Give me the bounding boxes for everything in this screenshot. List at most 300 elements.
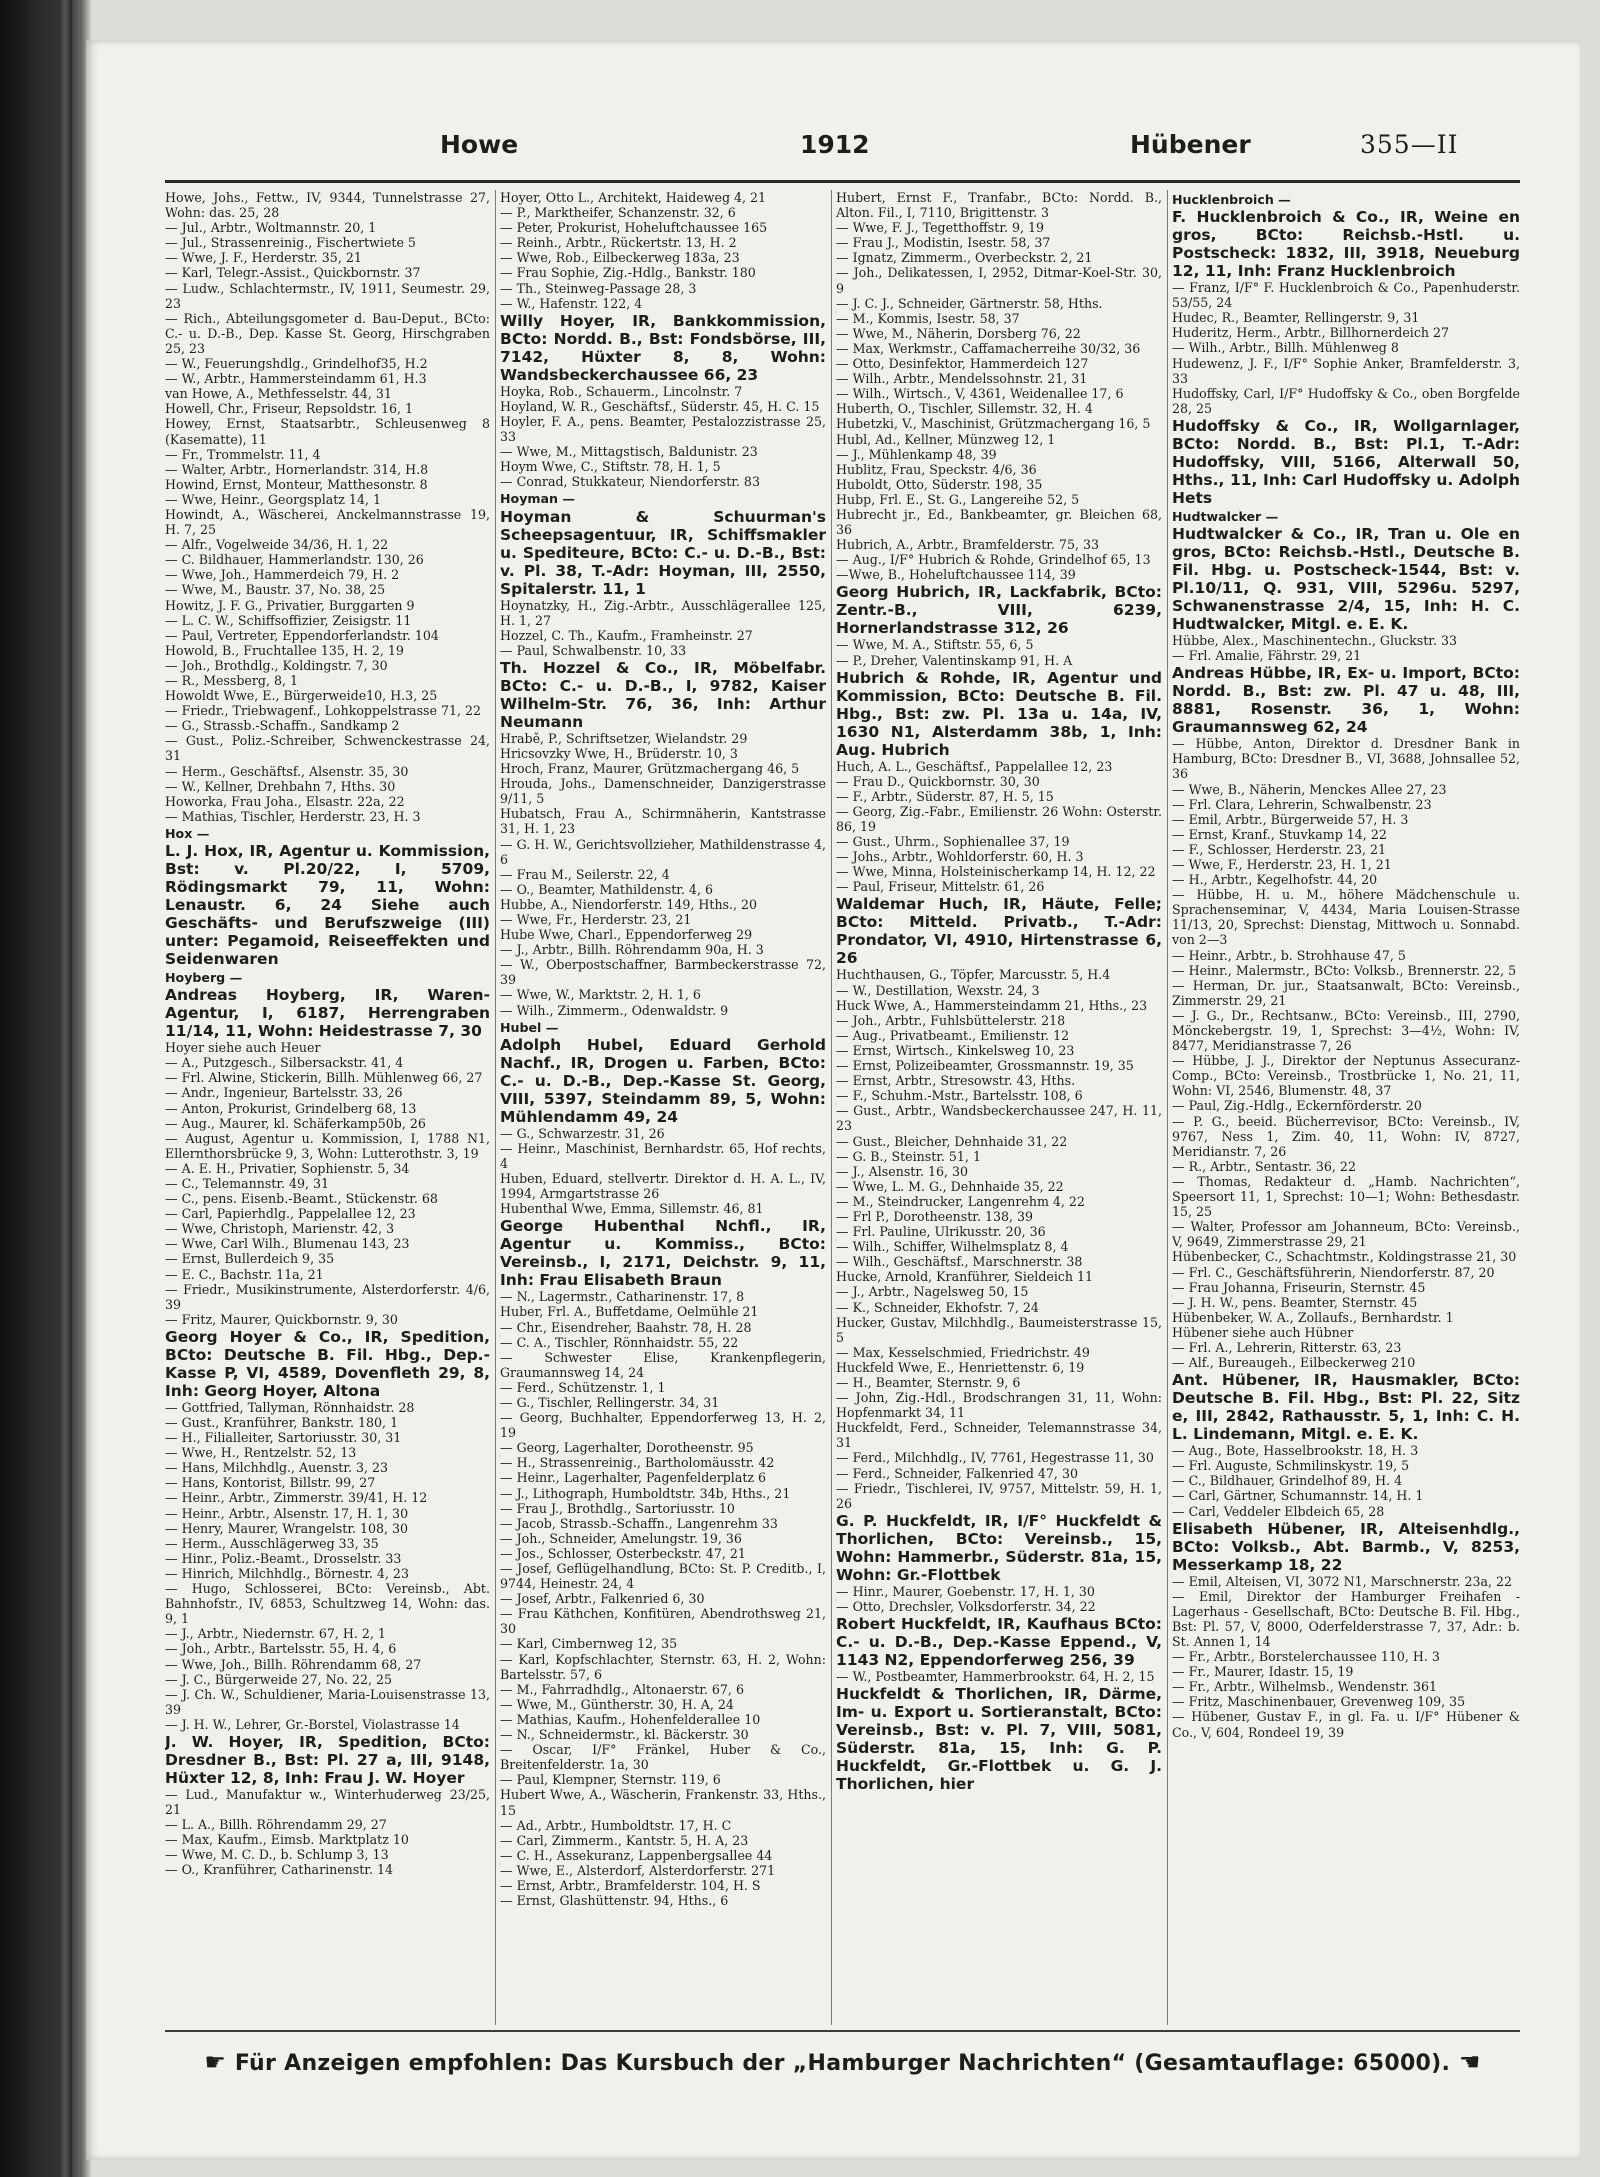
directory-entry: — Carl, Papierhdlg., Pappelallee 12, 23 xyxy=(165,1206,416,1222)
directory-entry: — G., Tischler, Rellingerstr. 34, 31 xyxy=(500,1394,720,1410)
directory-entry: Hubatsch, Frau A., Schirmnäherin, Kantstrasse 31, H. 1, 23 xyxy=(500,806,826,837)
directory-entry: — W., Postbeamter, Hammerbrookstr. 64, H. 2, 15 xyxy=(836,1669,1155,1685)
directory-entry: Howe, Johs., Fettw., IV, 9344, Tunnelstrasse 27, Wohn: das. 25, 28 xyxy=(165,190,490,221)
directory-entry: Hübenbeker, W. A., Zollaufs., Bernhardstr. 1 xyxy=(1172,1309,1454,1325)
directory-entry: — Jos., Schlosser, Osterbeckstr. 47, 21 xyxy=(500,1545,746,1561)
directory-entry: — Wwe, Joh., Hammerdeich 79, H. 2 xyxy=(165,567,400,583)
directory-entry: — Emil, Arbtr., Bürgerweide 57, H. 3 xyxy=(1172,811,1409,827)
directory-entry: — Frau J., Modistin, Isestr. 58, 37 xyxy=(836,235,1051,251)
directory-entry: — Paul, Zig.-Hdlg., Eckernförderstr. 20 xyxy=(1172,1098,1422,1114)
directory-entry: — Frau Sophie, Zig.-Hdlg., Bankstr. 180 xyxy=(500,265,756,281)
header-page-number: 355—II xyxy=(1360,130,1459,159)
directory-entry: — Hübbe, J. J., Direktor der Neptunus Assecuranz-Comp., BCto: Vereinsb., Trostbrücke 1, No. 21, 11, Wohn: VI, 2546, Blumenstr. 48, 37 xyxy=(1172,1053,1520,1099)
directory-entry: — Heinr., Malermstr., BCto: Volksb., Brennerstr. 22, 5 xyxy=(1172,962,1517,978)
directory-entry: Hubbe, A., Niendorferstr. 149, Hths., 20 xyxy=(500,896,758,912)
directory-entry: — Frau J., Brothdlg., Sartoriusstr. 10 xyxy=(500,1500,735,1516)
directory-entry: F. Hucklenbroich & Co., IR, Weine en gros, BCto: Reichsb.-Hstl. u. Postscheck: 1832, III, 3918, Neueburg 12, 11, Inh: Franz Hucklenbroich xyxy=(1172,208,1520,281)
directory-entry: Hucklenbroich — xyxy=(1172,192,1291,207)
directory-entry: Th. Hozzel & Co., IR, Möbelfabr. BCto: C.- u. D.-B., I, 9782, Kaiser Wilhelm-Str. 76, 36, Inh: Arthur Neumann xyxy=(500,658,826,731)
directory-entry: — Hinr., Poliz.-Beamt., Drosselstr. 33 xyxy=(165,1550,402,1566)
directory-entry: — Wwe, Joh., Billh. Röhrendamm 68, 27 xyxy=(165,1656,422,1672)
directory-entry: — Frl. Amalie, Fährstr. 29, 21 xyxy=(1172,648,1362,664)
directory-entry: Robert Huckfeldt, IR, Kaufhaus BCto: C.- u. D.-B., Dep.-Kasse Eppend., V, 1143 N2, Eppendorferweg 256, 39 xyxy=(836,1615,1162,1670)
directory-entry: — J., Alsenstr. 16, 30 xyxy=(836,1163,969,1179)
directory-entry: — Fritz, Maschinenbauer, Grevenweg 109, 35 xyxy=(1172,1694,1466,1710)
column-3 xyxy=(836,190,1162,2025)
directory-entry: Hoym Wwe, C., Stiftstr. 78, H. 1, 5 xyxy=(500,459,721,475)
directory-entry: — Wwe, Minna, Holsteinischerkamp 14, H. 12, 22 xyxy=(836,864,1156,880)
directory-entry: — J. C. J., Schneider, Gärtnerstr. 58, Hths. xyxy=(836,295,1103,311)
directory-entry: Hudoffsky & Co., IR, Wollgarnlager, BCto: Nordd. B., Bst: Pl.1, T.-Adr: Hudoffsky, VIII, 5166, Alterwall 50, Hths., 11, Inh: Carl Hudoffsky u. Adolph Hets xyxy=(1172,416,1520,507)
directory-entry: — Frau M., Seilerstr. 22, 4 xyxy=(500,866,670,882)
directory-entry: Hoyer siehe auch Heuer xyxy=(165,1040,321,1056)
directory-entry: Elisabeth Hübener, IR, Alteisenhdlg., BCto: Volksb., Abt. Barmb., V, 8253, Messerkamp 18, 22 xyxy=(1172,1519,1520,1574)
directory-entry: — J. G., Dr., Rechtsanw., BCto: Vereinsb., III, 2790, Mönckebergstr. 19, 1, Sprechst: 3—4½, Wohn: IV, 8477, Meridianstrasse 7, 26 xyxy=(1172,1007,1520,1054)
directory-entry: — Peter, Prokurist, Hoheluftchaussee 165 xyxy=(500,220,768,236)
directory-entry: — Schwester Elise, Krankenpflegerin, Graumannsweg 14, 24 xyxy=(500,1349,826,1380)
directory-entry: — Wwe, B., Näherin, Menckes Allee 27, 23 xyxy=(1172,781,1447,797)
directory-entry: — Hugo, Schlosserei, BCto: Vereinsb., Abt. Bahnhofstr., IV, 6853, Schultzweg 14, Wohn: das. 9, 1 xyxy=(165,1581,490,1627)
directory-entry: — Wwe, F., Herderstr. 23, H. 1, 21 xyxy=(1172,856,1392,872)
directory-entry: — Georg, Buchhalter, Eppendorferweg 13, H. 2, 19 xyxy=(500,1410,826,1441)
directory-entry: — Wwe, Christoph, Marienstr. 42, 3 xyxy=(165,1221,395,1237)
directory-entry: — Heinr., Maschinist, Bernhardstr. 65, Hof rechts, 4 xyxy=(500,1140,826,1171)
directory-entry: — O., Kranführer, Catharinenstr. 14 xyxy=(165,1862,393,1878)
directory-entry: — Wilh., Wirtsch., V, 4361, Weidenallee 17, 6 xyxy=(836,386,1124,402)
directory-entry: — H., Filialleiter, Sartoriusstr. 30, 31 xyxy=(165,1430,402,1446)
directory-entry: — Wwe, L. M. G., Dehnhaide 35, 22 xyxy=(836,1178,1064,1194)
directory-entry: — Fritz, Maurer, Quickbornstr. 9, 30 xyxy=(165,1311,398,1327)
directory-entry: — Wilh., Zimmerm., Odenwaldstr. 9 xyxy=(500,1002,729,1018)
directory-entry: — Karl, Cimbernweg 12, 35 xyxy=(500,1636,678,1652)
directory-entry: — Ernst, Wirtsch., Kinkelsweg 10, 23 xyxy=(836,1042,1075,1058)
directory-entry: — Herman, Dr. jur., Staatsanwalt, BCto: Vereinsb., Zimmerstr. 29, 21 xyxy=(1172,977,1520,1008)
directory-entry: — W., Feuerungshdlg., Grindelhof35, H.2 xyxy=(165,356,428,372)
directory-entry: — Lud., Manufaktur w., Winterhuderweg 23/25, 21 xyxy=(165,1786,490,1818)
directory-entry: — Jul., Arbtr., Woltmannstr. 20, 1 xyxy=(165,220,377,236)
directory-entry: — Wwe, Heinr., Georgsplatz 14, 1 xyxy=(165,491,381,507)
directory-entry: Hucker, Gustav, Milchhdlg., Baumeisterstrasse 15, 5 xyxy=(836,1314,1162,1345)
directory-entry: Huboldt, Otto, Süderstr. 198, 35 xyxy=(836,476,1043,492)
column-divider xyxy=(1167,190,1168,2025)
directory-entry: — Wwe, Fr., Herderstr. 23, 21 xyxy=(500,912,692,927)
directory-entry: — Frau Johanna, Friseurin, Sternstr. 45 xyxy=(1172,1279,1426,1295)
directory-entry: Howind, Ernst, Monteur, Matthesonstr. 8 xyxy=(165,476,428,492)
directory-entry: Hoynatzky, H., Zig.-Arbtr., Ausschlägerallee 125, H. 1, 27 xyxy=(500,597,826,628)
directory-entry: — Joh., Brothdlg., Koldingstr. 7, 30 xyxy=(165,657,388,673)
directory-entry: — W., Hafenstr. 122, 4 xyxy=(500,295,643,311)
directory-entry: Georg Hubrich, IR, Lackfabrik, BCto: Zentr.-B., VIII, 6239, Hornerlandstrasse 312, 26 xyxy=(836,583,1162,638)
directory-entry: — C. Bildhauer, Hammerlandstr. 130, 26 xyxy=(165,552,424,568)
column-divider xyxy=(495,190,496,2025)
directory-entry: — Carl, Gärtner, Schumannstr. 14, H. 1 xyxy=(1172,1488,1424,1504)
directory-entry: Hoyka, Rob., Schauerm., Lincolnstr. 7 xyxy=(500,383,743,399)
directory-entry: G. P. Huckfeldt, IR, I/F° Huckfeldt & Thorlichen, BCto: Vereinsb., 15, Wohn: Hammerbr., Süderstr. 81a, 15, Wohn: Gr.-Flottbek xyxy=(836,1511,1162,1584)
directory-entry: — Carl, Veddeler Elbdeich 65, 28 xyxy=(1172,1503,1385,1519)
directory-entry: Huderitz, Herm., Arbtr., Billhornerdeich 27 xyxy=(1172,325,1450,341)
directory-entry: — Wilh., Geschäftsf., Marschnerstr. 38 xyxy=(836,1254,1083,1270)
directory-entry: Andreas Hoyberg, IR, Waren-Agentur, I, 6187, Herrengraben 11/14, 11, Wohn: Heidestrasse 7, 30 xyxy=(165,986,490,1041)
directory-entry: — H., Arbtr., Kegelhofstr. 44, 20 xyxy=(1172,872,1378,888)
directory-entry: — Joh., Arbtr., Fuhlsbüttelerstr. 218 xyxy=(836,1012,1066,1028)
directory-entry: — Franz, I/F° F. Hucklenbroich & Co., Papenhuderstr. 53/55, 24 xyxy=(1172,280,1520,311)
directory-entry: — J. H. W., Lehrer, Gr.-Borstel, Violastrasse 14 xyxy=(165,1716,460,1732)
directory-entry: — Otto, Drechsler, Volksdorferstr. 34, 22 xyxy=(836,1598,1096,1614)
directory-entry: — G. B., Steinstr. 51, 1 xyxy=(836,1148,981,1164)
directory-entry: — Wwe, M. A., Stiftstr. 55, 6, 5 xyxy=(836,637,1034,653)
directory-entry: Hubel — xyxy=(500,1019,559,1035)
directory-entry: — J., Mühlenkamp 48, 39 xyxy=(836,446,997,462)
directory-entry: — Ferd., Milchhdlg., IV, 7761, Hegestrasse 11, 30 xyxy=(836,1450,1154,1466)
directory-entry: Hozzel, C. Th., Kaufm., Framheinstr. 27 xyxy=(500,627,753,643)
directory-entry: — Paul, Schwalbenstr. 10, 33 xyxy=(500,642,687,658)
directory-entry: — Frl. Auguste, Schmilinskystr. 19, 5 xyxy=(1172,1458,1410,1474)
directory-entry: Howell, Chr., Friseur, Repsoldstr. 16, 1 xyxy=(165,401,414,417)
directory-entry: — Wilh., Arbtr., Billh. Mühlenweg 8 xyxy=(1172,340,1399,356)
directory-entry: — Wwe, M., Näherin, Dorsberg 76, 22 xyxy=(836,325,1081,341)
directory-entry: — Wilh., Schiffer, Wilhelmsplatz 8, 4 xyxy=(836,1239,1069,1255)
directory-entry: — Gust., Bleicher, Dehnhaide 31, 22 xyxy=(836,1133,1068,1149)
directory-entry: — Wwe, E., Alsterdorf, Alsterdorferstr. 271 xyxy=(500,1862,776,1878)
directory-entry: — Ernst, Bullerdeich 9, 35 xyxy=(165,1251,335,1267)
directory-entry: Huchthausen, G., Töpfer, Marcusstr. 5, H.4 xyxy=(836,967,1111,983)
directory-entry: — E. C., Bachstr. 11a, 21 xyxy=(165,1266,324,1282)
directory-entry: — N., Lagermstr., Catharinenstr. 17, 8 xyxy=(500,1289,745,1305)
directory-entry: — A., Putzgesch., Silbersackstr. 41, 4 xyxy=(165,1055,404,1071)
directory-entry: — Wwe, M., Güntherstr. 30, H. A, 24 xyxy=(500,1696,734,1712)
directory-entry: — Joh., Arbtr., Bartelsstr. 55, H. 4, 6 xyxy=(165,1641,397,1657)
directory-entry: — M., Fahrradhdlg., Altonaerstr. 67, 6 xyxy=(500,1681,744,1697)
pointing-hand-icon: ☚ xyxy=(1450,2048,1481,2076)
directory-entry: — Hans, Kontorist, Billstr. 99, 27 xyxy=(165,1475,376,1491)
footer-rule xyxy=(165,2030,1520,2032)
directory-entry: Hübenbecker, C., Schachtmstr., Koldingstrasse 21, 30 xyxy=(1172,1249,1517,1265)
directory-entry: Hoyberg — xyxy=(165,970,243,986)
directory-entry: — Joh., Schneider, Amelungstr. 19, 36 xyxy=(500,1530,742,1546)
directory-entry: — Hinrich, Milchhdlg., Börnestr. 4, 23 xyxy=(165,1565,409,1581)
directory-entry: — Otto, Desinfektor, Hammerdeich 127 xyxy=(836,356,1089,372)
directory-entry: — Max, Werkmstr., Caffamacherreihe 30/32, 36 xyxy=(836,340,1141,356)
directory-entry: Howitz, J. F. G., Privatier, Burggarten 9 xyxy=(165,597,415,613)
directory-entry: — P., Dreher, Valentinskamp 91, H. A xyxy=(836,652,1073,668)
directory-entry: Howorka, Frau Joha., Elsastr. 22a, 22 xyxy=(165,793,405,809)
directory-entry: — Gust., Uhrm., Sophienallee 37, 19 xyxy=(836,834,1070,850)
directory-entry: — J. Ch. W., Schuldiener, Maria-Louisenstrasse 13, 39 xyxy=(165,1686,490,1717)
directory-entry: — J., Lithograph, Humboldtstr. 34b, Hths., 21 xyxy=(500,1485,791,1501)
directory-entry: — J., Arbtr., Niedernstr. 67, H. 2, 1 xyxy=(165,1626,386,1642)
directory-entry: — Aug., Maurer, kl. Schäferkamp50b, 26 xyxy=(165,1115,426,1131)
directory-entry: — W., Kellner, Drehbahn 7, Hths. 30 xyxy=(165,778,396,794)
directory-entry: Hubp, Frl. E., St. G., Langereihe 52, 5 xyxy=(836,491,1080,507)
directory-entry: — August, Agentur u. Kommission, I, 1788 N1, Ellernthorsbrücke 9, 3, Wohn: Lutterothstr. 3, 19 xyxy=(165,1130,490,1161)
directory-entry: Georg Hoyer & Co., IR, Spedition, BCto: Deutsche B. Fil. Hbg., Dep.-Kasse P, VI, 4589, Dovenfleth 29, 8, Inh: Georg Hoyer, Altona xyxy=(165,1327,490,1400)
directory-entry: Hrouda, Johs., Damenschneider, Danzigerstrasse 9/11, 5 xyxy=(500,776,826,807)
directory-entry: — Friedr., Triebwagenf., Lohkoppelstrasse 71, 22 xyxy=(165,703,482,719)
directory-entry: — J., Arbtr., Billh. Röhrendamm 90a, H. 3 xyxy=(500,942,764,958)
directory-entry: — Ignatz, Zimmerm., Overbeckstr. 2, 21 xyxy=(836,250,1093,266)
directory-entry: — Gust., Arbtr., Wandsbeckerchaussee 247, H. 11, 23 xyxy=(836,1103,1162,1134)
directory-entry: — Carl, Zimmerm., Kantstr. 5, H. A, 23 xyxy=(500,1832,749,1848)
directory-entry: — Mathias, Tischler, Herderstr. 23, H. 3 xyxy=(165,808,421,824)
directory-entry: Adolph Hubel, Eduard Gerhold Nachf., IR, Drogen u. Farben, BCto: C.- u. D.-B., Dep.-Kasse St. Georg, VIII, 5397, Steindamm 89, 5, Wohn: Mühlendamm 49, 24 xyxy=(500,1035,826,1126)
directory-entry: — Johs., Arbtr., Wohldorferstr. 60, H. 3 xyxy=(836,849,1084,865)
directory-entry: — Friedr., Tischlerei, IV, 9757, Mittelstr. 59, H. 1, 26 xyxy=(836,1480,1162,1511)
directory-entry: — C., pens. Eisenb.-Beamt., Stückenstr. 68 xyxy=(165,1191,438,1207)
column-4 xyxy=(1172,190,1520,2025)
directory-entry: Hudec, R., Beamter, Rellingerstr. 9, 31 xyxy=(1172,310,1420,326)
directory-entry: Hubert Wwe, A., Wäscherin, Frankenstr. 33, Hths., 15 xyxy=(500,1787,826,1818)
directory-entry: — L. A., Billh. Röhrendamm 29, 27 xyxy=(165,1817,387,1833)
directory-entry: — C., Bildhauer, Grindelhof 89, H. 4 xyxy=(1172,1473,1403,1489)
directory-entry: Hoyler, F. A., pens. Beamter, Pestalozzistrasse 25, 33 xyxy=(500,413,826,445)
directory-entry: — Josef, Geflügelhandlung, BCto: St. P. Creditb., I, 9744, Heinestr. 24, 4 xyxy=(500,1561,826,1592)
directory-entry: Hrabě, P., Schriftsetzer, Wielandstr. 29 xyxy=(500,730,748,746)
directory-entry: Huck Wwe, A., Hammersteindamm 21, Hths., 23 xyxy=(836,997,1148,1013)
header-first-name: Howe xyxy=(440,130,519,159)
directory-entry: Hucke, Arnold, Kranführer, Sieldeich 11 xyxy=(836,1269,1094,1285)
directory-entry: — Wwe, F. J., Tegetthoffstr. 9, 19 xyxy=(836,220,1045,236)
directory-entry: — Frau Käthchen, Konfitüren, Abendrothsweg 21, 30 xyxy=(500,1606,826,1637)
directory-entry: Huben, Eduard, stellvertr. Direktor d. H. A. L., IV, 1994, Armgartstrasse 26 xyxy=(500,1171,826,1202)
directory-entry: — K., Schneider, Ekhofstr. 7, 24 xyxy=(836,1299,1039,1315)
directory-entry: Hroch, Franz, Maurer, Grützmachergang 46, 5 xyxy=(500,761,800,777)
directory-entry: — Georg, Lagerhalter, Dorotheenstr. 95 xyxy=(500,1440,754,1456)
directory-entry: — Friedr., Musikinstrumente, Alsterdorferstr. 4/6, 39 xyxy=(165,1281,490,1312)
directory-entry: — O., Beamter, Mathildenstr. 4, 6 xyxy=(500,881,713,897)
directory-entry: Huckfeldt, Ferd., Schneider, Telemannstrasse 34, 31 xyxy=(836,1420,1162,1451)
directory-entry: — R., Messberg, 8, 1 xyxy=(165,673,298,688)
directory-entry: — Frl. Pauline, Ulrikusstr. 20, 36 xyxy=(836,1224,1046,1240)
pointing-hand-icon: ☛ xyxy=(204,2048,235,2076)
directory-entry: Hudtwalcker & Co., IR, Tran u. Ole en gros, BCto: Reichsb.-Hstl., Deutsche B. Fil. Hbg. u. Postscheck-1544, Bst: v. Pl.10/11, Q. 931, VIII, 5296u. 5297, Schwanenstrasse 2/4, 15, Inh: H. C. Hudtwalcker, Mitgl. e. E. K. xyxy=(1172,525,1520,634)
directory-entry: Waldemar Huch, IR, Häute, Felle; BCto: Mitteld. Privatb., T.-Adr: Prondator, VI, 4910, Hirtenstrasse 6, 26 xyxy=(836,895,1162,968)
directory-entry: — Gust., Kranführer, Bankstr. 180, 1 xyxy=(165,1415,399,1430)
directory-entry: — Fr., Arbtr., Wilhelmsb., Wendenstr. 361 xyxy=(1172,1679,1438,1695)
directory-entry: — Ernst, Arbtr., Stresowstr. 43, Hths. xyxy=(836,1073,1076,1089)
directory-entry: — C. A., Tischler, Rönnhaidstr. 55, 22 xyxy=(500,1334,739,1350)
directory-entry: Howey, Ernst, Staatsarbtr., Schleusenweg 8 (Kasematte), 11 xyxy=(165,416,490,447)
directory-entry: Hubrecht jr., Ed., Bankbeamter, gr. Bleichen 68, 36 xyxy=(836,506,1162,538)
directory-entry: Hübbe, Alex., Maschinentechn., Gluckstr. 33 xyxy=(1172,633,1457,649)
directory-entry: — Ludw., Schlachtermstr., IV, 1911, Seumestr. 29, 23 xyxy=(165,280,490,311)
directory-entry: — P., Marktheifer, Schanzenstr. 32, 6 xyxy=(500,205,736,221)
directory-entry: Hubl, Ad., Kellner, Münzweg 12, 1 xyxy=(836,431,1056,447)
directory-entry: Huberth, O., Tischler, Sillemstr. 32, H. 4 xyxy=(836,401,1093,417)
directory-entry: Hubrich & Rohde, IR, Agentur und Kommission, BCto: Deutsche B. Fil. Hbg., Bst: zw. Pl. 13a u. 14a, IV, 1630 N1, Alsterdamm 38b, 1, Inh: Aug. Hubrich xyxy=(836,668,1162,759)
directory-entry: J. W. Hoyer, IR, Spedition, BCto: Dresdner B., Bst: Pl. 27 a, III, 9148, Hüxter 12, 8, Inh: Frau J. W. Hoyer xyxy=(165,1732,490,1787)
directory-entry: — Frl. Alwine, Stickerin, Billh. Mühlenweg 66, 27 xyxy=(165,1070,483,1086)
directory-entry: — Heinr., Lagerhalter, Pagenfelderplatz 6 xyxy=(500,1470,767,1486)
directory-entry: — Jul., Strassenreinig., Fischertwiete 5 xyxy=(165,235,416,251)
directory-entry: — Heinr., Arbtr., Zimmerstr. 39/41, H. 12 xyxy=(165,1490,428,1506)
directory-entry: Huber, Frl. A., Buffetdame, Oelmühle 21 xyxy=(500,1304,759,1320)
directory-entry: — Wwe, M., Baustr. 37, No. 38, 25 xyxy=(165,582,386,598)
directory-entry: — Frau D., Quickbornstr. 30, 30 xyxy=(836,773,1040,789)
directory-entry: — G., Schwarzestr. 31, 26 xyxy=(500,1125,665,1141)
directory-entry: — Wwe, J. F., Herderstr. 35, 21 xyxy=(165,250,362,266)
directory-entry: — Fr., Arbtr., Borstelerchaussee 110, H. 3 xyxy=(1172,1649,1440,1665)
directory-entry: — J., Arbtr., Nagelsweg 50, 15 xyxy=(836,1284,1029,1300)
column-divider xyxy=(831,190,832,2025)
directory-entry: Howindt, A., Wäscherei, Anckelmannstrasse 19, H. 7, 25 xyxy=(165,506,490,538)
directory-entry: — John, Zig.-Hdl., Brodschrangen 31, 11, Wohn: Hopfenmarkt 34, 11 xyxy=(836,1390,1162,1421)
directory-entry: — Heinr., Arbtr., b. Strohhause 47, 5 xyxy=(1172,947,1406,963)
directory-entry: — Th., Steinweg-Passage 28, 3 xyxy=(500,280,697,296)
header-year: 1912 xyxy=(800,130,870,159)
directory-entry: Hoyer, Otto L., Architekt, Haideweg 4, 21 xyxy=(500,190,767,205)
directory-entry: — F., Schuhm.-Mstr., Bartelsstr. 108, 6 xyxy=(836,1088,1083,1104)
directory-entry: — Gottfried, Tallyman, Rönnhaidstr. 28 xyxy=(165,1399,415,1415)
directory-entry: — Aug., I/F° Hubrich & Rohde, Grindelhof 65, 13 xyxy=(836,552,1151,568)
directory-entry: — Frl. C., Geschäftsführerin, Niendorferstr. 87, 20 xyxy=(1172,1264,1495,1280)
directory-entry: — Wwe, Carl Wilh., Blumenau 143, 23 xyxy=(165,1236,410,1252)
directory-entry: — Emil, Direktor der Hamburger Freihafen - Lagerhaus - Gesellschaft, BCto: Deutsche B. Fil. Hbg., Bst: Pl. 57, V, 8000, Oderfelderstrasse 7, 37, Adr.: b. St. Annen 1, 14 xyxy=(1172,1588,1520,1649)
directory-entry: Hubenthal Wwe, Emma, Sillemstr. 46, 81 xyxy=(500,1201,764,1217)
directory-entry: — Walter, Arbtr., Hornerlandstr. 314, H.8 xyxy=(165,461,429,477)
directory-entry: — Wwe, W., Marktstr. 2, H. 1, 6 xyxy=(500,987,701,1003)
directory-entry: — W., Arbtr., Hammersteindamm 61, H.3 xyxy=(165,371,427,387)
directory-entry: — G., Strassb.-Schaffn., Sandkamp 2 xyxy=(165,718,400,734)
directory-entry: — Josef, Arbtr., Falkenried 6, 30 xyxy=(500,1591,705,1607)
directory-entry: — A. E. H., Privatier, Sophienstr. 5, 34 xyxy=(165,1160,410,1176)
directory-entry: — Hübener, Gustav F., in gl. Fa. u. I/F° Hübener & Co., V, 604, Rondeel 19, 39 xyxy=(1172,1709,1520,1740)
directory-entry: — Paul, Klempner, Sternstr. 119, 6 xyxy=(500,1772,721,1788)
directory-entry: — Max, Kesselschmied, Friedrichstr. 49 xyxy=(836,1344,1090,1360)
directory-entry: — Ernst, Glashüttenstr. 94, Hths., 6 xyxy=(500,1893,729,1909)
directory-entry: — Alfr., Vogelweide 34/36, H. 1, 22 xyxy=(165,537,389,553)
directory-entry: — H., Beamter, Sternstr. 9, 6 xyxy=(836,1375,1021,1390)
directory-entry: — Anton, Prokurist, Grindelberg 68, 13 xyxy=(165,1100,417,1116)
directory-entry: — Wwe, M., Mittagstisch, Baldunistr. 23 xyxy=(500,444,758,460)
directory-entry: Huch, A. L., Geschäftsf., Pappelallee 12, 23 xyxy=(836,758,1113,774)
directory-entry: — Ferd., Schneider, Falkenried 47, 30 xyxy=(836,1465,1078,1481)
directory-entry: — Ad., Arbtr., Humboldtstr. 17, H. C xyxy=(500,1817,732,1833)
directory-entry: — Thomas, Redakteur d. „Hamb. Nachrichten“, Speersort 11, 1, Sprechst: 10—1; Wohn: Bethesdastr. 15, 25 xyxy=(1172,1173,1520,1220)
directory-entry: Hubetzki, V., Maschinist, Grützmachergang 16, 5 xyxy=(836,416,1151,432)
directory-entry: — Fr., Trommelstr. 11, 4 xyxy=(165,446,321,462)
directory-entry: — Hans, Milchhdlg., Auenstr. 3, 23 xyxy=(165,1460,389,1476)
directory-entry: — Herm., Ausschlägerweg 33, 35 xyxy=(165,1535,379,1551)
directory-entry: Ant. Hübener, IR, Hausmakler, BCto: Deutsche B. Fil. Hbg., Bst: Pl. 22, Sitz e, III, 2842, Rathausstr. 5, 1, Inh: C. H. L. Lindemann, Mitgl. e. E. K. xyxy=(1172,1371,1520,1444)
directory-entry: — Heinr., Arbtr., Alsenstr. 17, H. 1, 30 xyxy=(165,1505,409,1521)
footer-text: Für Anzeigen empfohlen: Das Kursbuch der „Hamburger Nachrichten“ (Gesamtauflage: 65000). xyxy=(234,2051,1451,2076)
directory-entry: — N., Schneidermstr., kl. Bäckerstr. 30 xyxy=(500,1727,749,1743)
directory-entry: Hübener siehe auch Hübner xyxy=(1172,1324,1354,1340)
directory-entry: — Karl, Kopfschlachter, Sternstr. 63, H. 2, Wohn: Bartelsstr. 57, 6 xyxy=(500,1651,826,1682)
directory-entry: — F., Arbtr., Süderstr. 87, H. 5, 15 xyxy=(836,788,1054,804)
header-last-name: Hübener xyxy=(1130,130,1251,159)
directory-entry: — Gust., Poliz.-Schreiber, Schwenckestrasse 24, 31 xyxy=(165,733,490,764)
directory-entry: — Hinr., Maurer, Goebenstr. 17, H. 1, 30 xyxy=(836,1583,1095,1599)
directory-entry: — Reinh., Arbtr., Rückertstr. 13, H. 2 xyxy=(500,235,737,251)
directory-entry: Hricsovzky Wwe, H., Brüderstr. 10, 3 xyxy=(500,745,738,761)
directory-entry: Hoyman & Schuurman's Scheepsagentuur, IR, Schiffsmakler u. Spediteure, BCto: C.- u. D.-B., Bst: v. Pl. 38, T.-Adr: Hoyman, III, 2550, Spitalerstr. 11, 1 xyxy=(500,507,826,598)
directory-entry: Willy Hoyer, IR, Bankkommission, BCto: Nordd. B., Bst: Fondsbörse, III, 7142, Hüxter 8, 8, Wohn: Wandsbeckerchaussee 66, 23 xyxy=(500,311,826,384)
directory-entry: — Aug., Bote, Hasselbrookstr. 18, H. 3 xyxy=(1172,1443,1419,1459)
directory-entry: Hoyman — xyxy=(500,491,575,507)
directory-entry: van Howe, A., Methfesselstr. 44, 31 xyxy=(165,386,392,402)
directory-entry: — Ferd., Schützenstr. 1, 1 xyxy=(500,1379,666,1395)
directory-entry: — H., Strassenreinig., Bartholomäusstr. 42 xyxy=(500,1455,775,1471)
directory-entry: — Aug., Privatbeamt., Emilienstr. 12 xyxy=(836,1027,1070,1043)
directory-entry: — Rich., Abteilungsgometer d. Bau-Deput., BCto: C.- u. D.-B., Dep. Kasse St. Georg, Hirschgraben 25, 23 xyxy=(165,310,490,356)
directory-entry: — Max, Kaufm., Eimsb. Marktplatz 10 xyxy=(165,1832,409,1848)
directory-entry: — J. H. W., pens. Beamter, Sternstr. 45 xyxy=(1172,1294,1418,1310)
directory-entry: — Ernst, Kranf., Stuvkamp 14, 22 xyxy=(1172,826,1387,842)
directory-entry: George Hubenthal Nchfl., IR, Agentur u. Kommiss., BCto: Vereinsb., I, 2171, Deichstr. 9, 11, Inh: Frau Elisabeth Braun xyxy=(500,1217,826,1290)
directory-entry: — M., Kommis, Isestr. 58, 37 xyxy=(836,310,1020,326)
directory-entry: Hudtwalcker — xyxy=(1172,508,1279,524)
directory-entry: — Hübbe, Anton, Direktor d. Dresdner Bank in Hamburg, BCto: Dresdner B., VI, 3688, Johnsallee 52, 36 xyxy=(1172,736,1520,782)
directory-entry: Hudoffsky, Carl, I/F° Hudoffsky & Co., oben Borgfelde 28, 25 xyxy=(1172,385,1520,416)
directory-entry: — Georg, Zig.-Fabr., Emilienstr. 26 Wohn: Osterstr. 86, 19 xyxy=(836,803,1162,834)
directory-entry: — Frl P., Dorotheenstr. 138, 39 xyxy=(836,1208,1034,1224)
directory-entry: — F., Schlosser, Herderstr. 23, 21 xyxy=(1172,841,1387,857)
directory-entry: — Frl. A., Lehrerin, Ritterstr. 63, 23 xyxy=(1172,1339,1402,1355)
directory-entry: Huckfeldt & Thorlichen, IR, Därme, Im- u. Export u. Sortieranstalt, BCto: Vereinsb., Bst: v. Pl. 7, VIII, 5081, Süderstr. 81a, 15, Inh: G. P. Huckfeldt, Gr.-Flottbek u. G. J. Thorlichen, hier xyxy=(836,1685,1162,1794)
directory-entry: Hudewenz, J. F., I/F° Sophie Anker, Bramfelderstr. 3, 33 xyxy=(1172,355,1520,386)
directory-entry: L. J. Hox, IR, Agentur u. Kommission, Bst: v. Pl.20/22, I, 5709, Rödingsmarkt 79, 11, Wohn: Lenaustr. 6, 24 Siehe auch Geschäfts- und Berufszweige (III) unter: Pegamoid, Reiseeffekten und Seidenwaren xyxy=(165,842,490,969)
directory-entry: Huckfeld Wwe, E., Henriettenstr. 6, 19 xyxy=(836,1359,1085,1375)
footer-advertisement xyxy=(160,2048,1525,2084)
directory-entry: — Wwe, M. C. D., b. Schlump 3, 13 xyxy=(165,1847,389,1863)
directory-entry: Hubert, Ernst F., Tranfabr., BCto: Nordd. B., Alton. Fil., I, 7110, Brigittenstr. 3 xyxy=(836,190,1162,221)
directory-entry: — Wilh., Arbtr., Mendelssohnstr. 21, 31 xyxy=(836,371,1088,387)
directory-entry: Andreas Hübbe, IR, Ex- u. Import, BCto: Nordd. B., Bst: zw. Pl. 47 u. 48, III, 8881, Rosenstr. 36, 1, Wohn: Graumannsweg 62, 24 xyxy=(1172,664,1520,737)
directory-entry: Hubrich, A., Arbtr., Bramfelderstr. 75, 33 xyxy=(836,537,1099,553)
directory-entry: — Conrad, Stukkateur, Niendorferstr. 83 xyxy=(500,474,760,490)
directory-entry: — R., Arbtr., Sentastr. 36, 22 xyxy=(1172,1158,1356,1174)
directory-entry: — Jacob, Strassb.-Schaffn., Langenrehm 33 xyxy=(500,1515,778,1531)
directory-entry: — Andr., Ingenieur, Bartelsstr. 33, 26 xyxy=(165,1085,403,1101)
directory-entry: — Henry, Maurer, Wrangelstr. 108, 30 xyxy=(165,1520,409,1536)
page-header xyxy=(440,130,1520,170)
directory-entry: — W., Oberpostschaffner, Barmbeckerstrasse 72, 39 xyxy=(500,957,826,988)
directory-entry: — J. C., Bürgerweide 27, No. 22, 25 xyxy=(165,1671,393,1687)
directory-entry: — Wwe, Rob., Eilbeckerweg 183a, 23 xyxy=(500,250,740,266)
directory-entry: — Hübbe, H. u. M., höhere Mädchenschule u. Sprachenseminar, V, 4434, Maria Louisen-Strasse 11/13, 20, Sprechst: Dienstag, Mittwoch u. Sonnabd. von 2—3 xyxy=(1172,887,1520,948)
directory-entry: — G. H. W., Gerichtsvollzieher, Mathildenstrasse 4, 6 xyxy=(500,836,826,867)
directory-entry: — Fr., Maurer, Idastr. 15, 19 xyxy=(1172,1664,1354,1680)
directory-entry: — Karl, Telegr.-Assist., Quickbornstr. 37 xyxy=(165,265,421,281)
column-1 xyxy=(165,190,490,2025)
directory-entry: Hube Wwe, Charl., Eppendorferweg 29 xyxy=(500,927,753,943)
directory-entry: — Wwe, H., Rentzelstr. 52, 13 xyxy=(165,1445,357,1461)
header-rule xyxy=(165,180,1520,183)
directory-entry: — P. G., beeid. Bücherrevisor, BCto: Vereinsb., IV, 9767, Ness 1, Zim. 40, 11, Wohn: IV, 8727, Meridianstr. 7, 26 xyxy=(1172,1113,1520,1159)
directory-entry: —Wwe, B., Hoheluftchaussee 114, 39 xyxy=(836,567,1076,583)
directory-entry: Hoyland, W. R., Geschäftsf., Süderstr. 45, H. C. 15 xyxy=(500,398,820,414)
directory-entry: — Paul, Friseur, Mittelstr. 61, 26 xyxy=(836,879,1045,895)
directory-entry: — Herm., Geschäftsf., Alsenstr. 35, 30 xyxy=(165,763,409,779)
directory-entry: Hox — xyxy=(165,825,210,841)
directory-entry: — W., Destillation, Wexstr. 24, 3 xyxy=(836,982,1040,998)
directory-entry: — Walter, Professor am Johanneum, BCto: Vereinsb., V, 9649, Zimmerstrasse 29, 21 xyxy=(1172,1219,1520,1250)
directory-entry: — Joh., Delikatessen, I, 2952, Ditmar-Koel-Str. 30, 9 xyxy=(836,265,1162,296)
directory-entry: — Oscar, I/F° Fränkel, Huber & Co., Breitenfelderstr. 1a, 30 xyxy=(500,1742,826,1773)
directory-entry: — Emil, Alteisen, VI, 3072 N1, Marschnerstr. 23a, 22 xyxy=(1172,1573,1513,1589)
directory-entry: — C. H., Assekuranz, Lappenbergsallee 44 xyxy=(500,1847,773,1863)
directory-entry: — Chr., Eisendreher, Baahstr. 78, H. 28 xyxy=(500,1319,752,1335)
directory-entry: Hublitz, Frau, Speckstr. 4/6, 36 xyxy=(836,461,1037,477)
directory-entry: Howoldt Wwe, E., Bürgerweide10, H.3, 25 xyxy=(165,688,438,704)
column-2 xyxy=(500,190,826,2025)
directory-entry: — C., Telemannstr. 49, 31 xyxy=(165,1175,330,1191)
directory-entry: — Frl. Clara, Lehrerin, Schwalbenstr. 23 xyxy=(1172,796,1432,812)
directory-entry: — Ernst, Arbtr., Bramfelderstr. 104, H. S xyxy=(500,1877,761,1893)
directory-entry: — Ernst, Polizeibeamter, Grossmannstr. 19, 35 xyxy=(836,1058,1134,1074)
directory-entry: — Paul, Vertreter, Eppendorferlandstr. 104 xyxy=(165,627,439,643)
